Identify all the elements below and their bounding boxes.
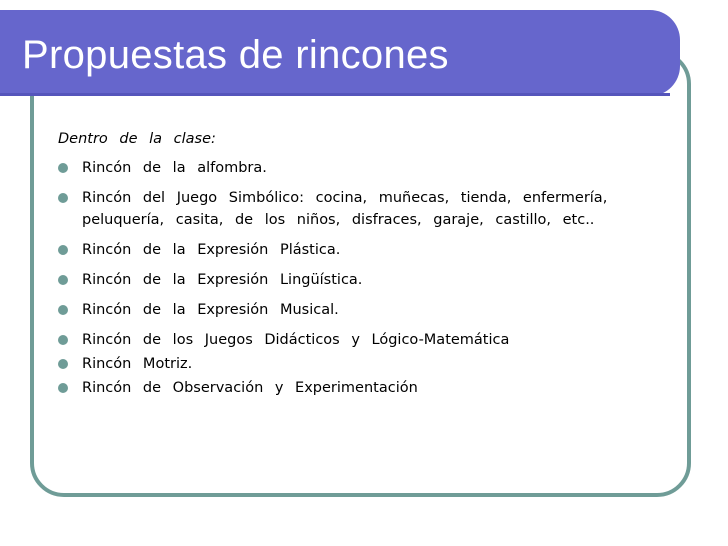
- bullet-icon: [58, 193, 68, 203]
- bullet-icon: [58, 359, 68, 369]
- slide-title: Propuestas de rincones: [22, 33, 449, 77]
- bullet-icon: [58, 275, 68, 285]
- list-item-text: Rincón de los Juegos Didácticos y Lógico-Matemática: [82, 332, 510, 348]
- intro-text: Dentro de la clase:: [58, 131, 216, 147]
- list-item: [58, 187, 638, 231]
- list-item-text: Rincón de la Expresión Lingüística.: [82, 272, 363, 288]
- bullet-icon: [58, 383, 68, 393]
- list-item-text: Rincón del Juego Simbólico: cocina, muñecas, tienda, enfermería, peluquería, casita, de los niños, disfraces, garaje, castillo, etc..: [82, 190, 608, 228]
- list-item: [58, 269, 638, 291]
- bullet-list: [58, 157, 638, 399]
- title-underline: [0, 93, 670, 96]
- list-item: [58, 157, 638, 179]
- list-item: [58, 353, 638, 375]
- bullet-icon: [58, 245, 68, 255]
- slide-content: [58, 130, 638, 401]
- list-item-text: Rincón de la Expresión Plástica.: [82, 242, 341, 258]
- list-item-text: Rincón de Observación y Experimentación: [82, 380, 418, 396]
- list-item: [58, 377, 638, 399]
- bullet-icon: [58, 163, 68, 173]
- list-item: [58, 239, 638, 261]
- list-item-text: Rincón de la alfombra.: [82, 160, 267, 176]
- bullet-icon: [58, 305, 68, 315]
- list-item: [58, 329, 638, 351]
- list-item-text: Rincón Motriz.: [82, 356, 193, 372]
- list-item: [58, 299, 638, 321]
- list-item-text: Rincón de la Expresión Musical.: [82, 302, 339, 318]
- bullet-icon: [58, 335, 68, 345]
